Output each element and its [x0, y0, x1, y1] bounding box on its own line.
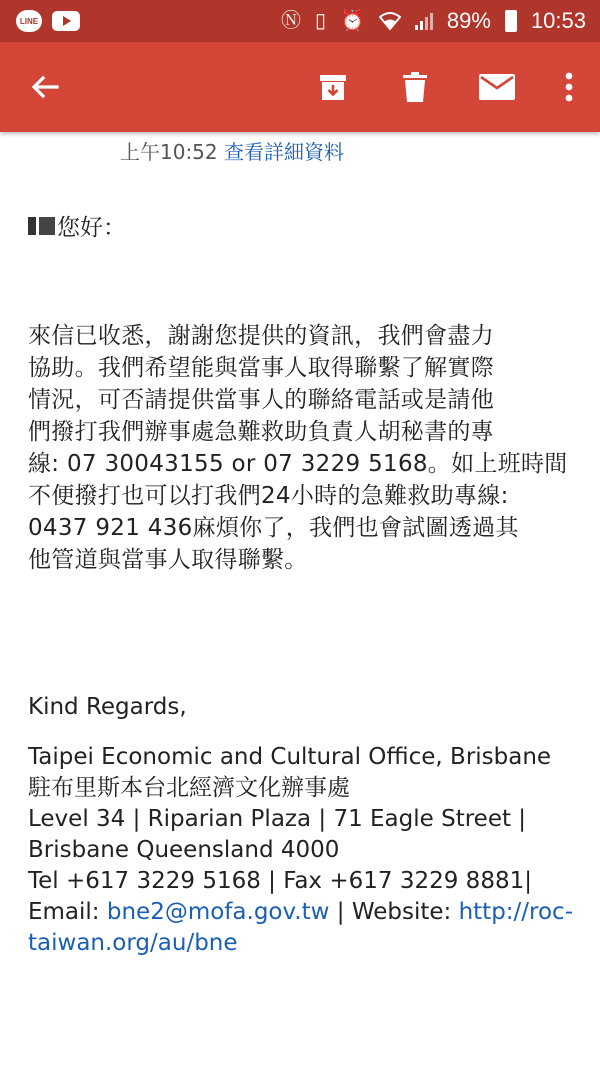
line-app-icon: LINE [16, 10, 42, 32]
archive-icon [318, 72, 348, 102]
website-link[interactable]: taiwan.org/au/bne [28, 930, 238, 956]
greeting [28, 209, 578, 242]
mark-unread-button[interactable] [456, 42, 538, 132]
tel-fax: Tel +617 3229 5168 | Fax +617 3229 8881| [28, 868, 532, 894]
battery-percent: 89% [446, 8, 491, 33]
org-name-zh: 駐布里斯本台北經濟文化辦事處 [28, 775, 350, 801]
vibrate-icon: ▯ [314, 10, 326, 32]
email-body [28, 320, 578, 576]
back-button[interactable] [0, 42, 90, 132]
trash-icon [402, 72, 428, 102]
redacted-name [39, 217, 55, 235]
status-bar [0, 0, 600, 42]
email-time: 上午10:52 [120, 140, 218, 164]
body-line: 不便撥打也可以打我們24小時的急難救助專線: [28, 483, 509, 509]
mail-icon [479, 74, 515, 100]
greeting-text: 您好： [57, 215, 126, 241]
email-link[interactable]: bne2@mofa.gov.tw [106, 899, 330, 925]
body-line: 0437 921 436麻煩你了，我們也會試圖透過其 [28, 515, 519, 541]
org-name-en: Taipei Economic and Cultural Office, Brisbane [28, 744, 552, 770]
delete-button[interactable] [374, 42, 456, 132]
nfc-icon: Ⓝ [280, 10, 301, 32]
body-line: 們撥打我們辦事處急難救助負責人胡秘書的專 [28, 419, 494, 445]
more-options-button[interactable] [538, 42, 600, 132]
signature [28, 742, 578, 959]
website-label: | Website: [329, 899, 459, 925]
body-line: 情況，可否請提供當事人的聯絡電話或是請他 [28, 387, 494, 413]
body-line: 協助。我們希望能與當事人取得聯繫了解實際 [28, 355, 494, 381]
alarm-icon: ⏰ [339, 10, 365, 32]
signal-icon [415, 12, 433, 30]
closing: Kind Regards, [28, 694, 187, 720]
view-details-link[interactable]: 查看詳細資料 [224, 140, 344, 164]
app-bar [0, 42, 600, 132]
body-line: 他管道與當事人取得聯繫。 [28, 547, 308, 573]
archive-button[interactable] [292, 42, 374, 132]
back-arrow-icon [29, 71, 61, 103]
email-label: Email: [28, 899, 107, 925]
email-meta [120, 136, 578, 165]
address-line: Brisbane Queensland 4000 [28, 837, 340, 863]
address-line: Level 34 | Riparian Plaza | 71 Eagle Street | [28, 806, 527, 832]
redacted-name [28, 217, 36, 235]
more-vert-icon [565, 72, 573, 102]
website-link[interactable]: http://roc- [458, 899, 574, 925]
battery-icon [505, 10, 517, 32]
youtube-icon [52, 11, 80, 31]
contact-line [28, 897, 578, 928]
email-content [28, 132, 578, 959]
clock: 10:53 [530, 8, 586, 33]
wifi-icon [379, 11, 401, 31]
body-line: 線: 07 30043155 or 07 3229 5168。如上班時間 [28, 451, 568, 477]
body-line: 來信已收悉，謝謝您提供的資訊，我們會盡力 [28, 323, 494, 349]
